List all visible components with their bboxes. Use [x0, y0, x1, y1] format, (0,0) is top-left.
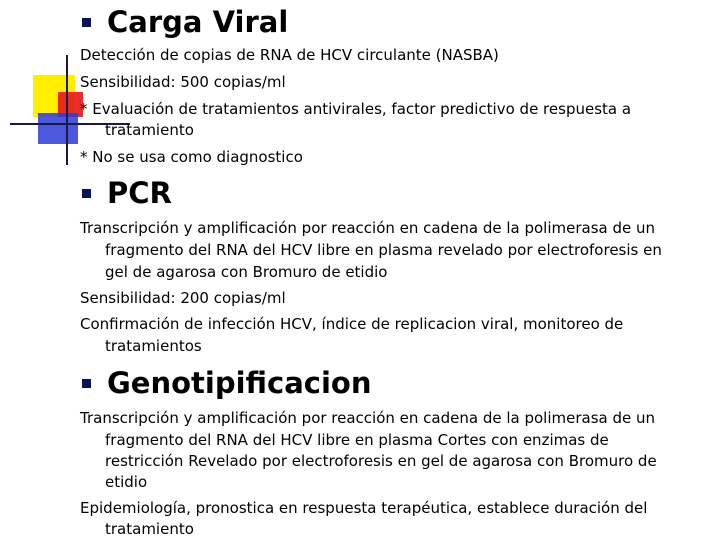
body-line: Detección de copias de RNA de HCV circulante (NASBA) — [80, 46, 499, 64]
decorative-blue-square — [38, 113, 78, 144]
decorative-vertical-line — [66, 55, 68, 165]
body-line: * Evaluación de tratamientos antivirales, factor predictivo de respuesta a — [80, 100, 632, 118]
body-line: * No se usa como diagnostico — [80, 148, 303, 166]
square-bullet-icon — [82, 189, 91, 198]
square-bullet-icon — [82, 18, 91, 27]
square-bullet-icon — [82, 379, 91, 388]
body-line: Sensibilidad: 500 copias/ml — [80, 73, 286, 91]
body-line: fragmento del RNA del HCV libre en plasma Cortes con enzimas de — [105, 431, 609, 449]
body-line: gel de agarosa con Bromuro de etidio — [105, 263, 388, 281]
body-line: Transcripción y amplificación por reacción en cadena de la polimerasa de un — [80, 409, 656, 427]
body-line: Epidemiología, pronostica en respuesta terapéutica, establece duración del — [80, 499, 648, 517]
heading-text: PCR — [107, 176, 172, 210]
body-line: tratamiento — [105, 520, 194, 538]
body-line: etidio — [105, 473, 148, 491]
body-line: tratamientos — [105, 337, 202, 355]
section-heading-carga-viral — [82, 5, 288, 39]
section-heading-pcr — [82, 176, 172, 210]
body-line: Sensibilidad: 200 copias/ml — [80, 289, 286, 307]
section-heading-genotipificacion — [82, 366, 372, 400]
body-line: Transcripción y amplificación por reacción en cadena de la polimerasa de un — [80, 219, 656, 237]
body-line: Confirmación de infección HCV, índice de replicacion viral, monitoreo de — [80, 315, 624, 333]
heading-text: Genotipificacion — [107, 366, 372, 400]
body-line: tratamiento — [105, 121, 194, 139]
body-line: restricción Revelado por electroforesis en gel de agarosa con Bromuro de — [105, 452, 657, 470]
heading-text: Carga Viral — [107, 5, 289, 39]
body-line: fragmento del RNA del HCV libre en plasma revelado por electroforesis en — [105, 241, 662, 259]
